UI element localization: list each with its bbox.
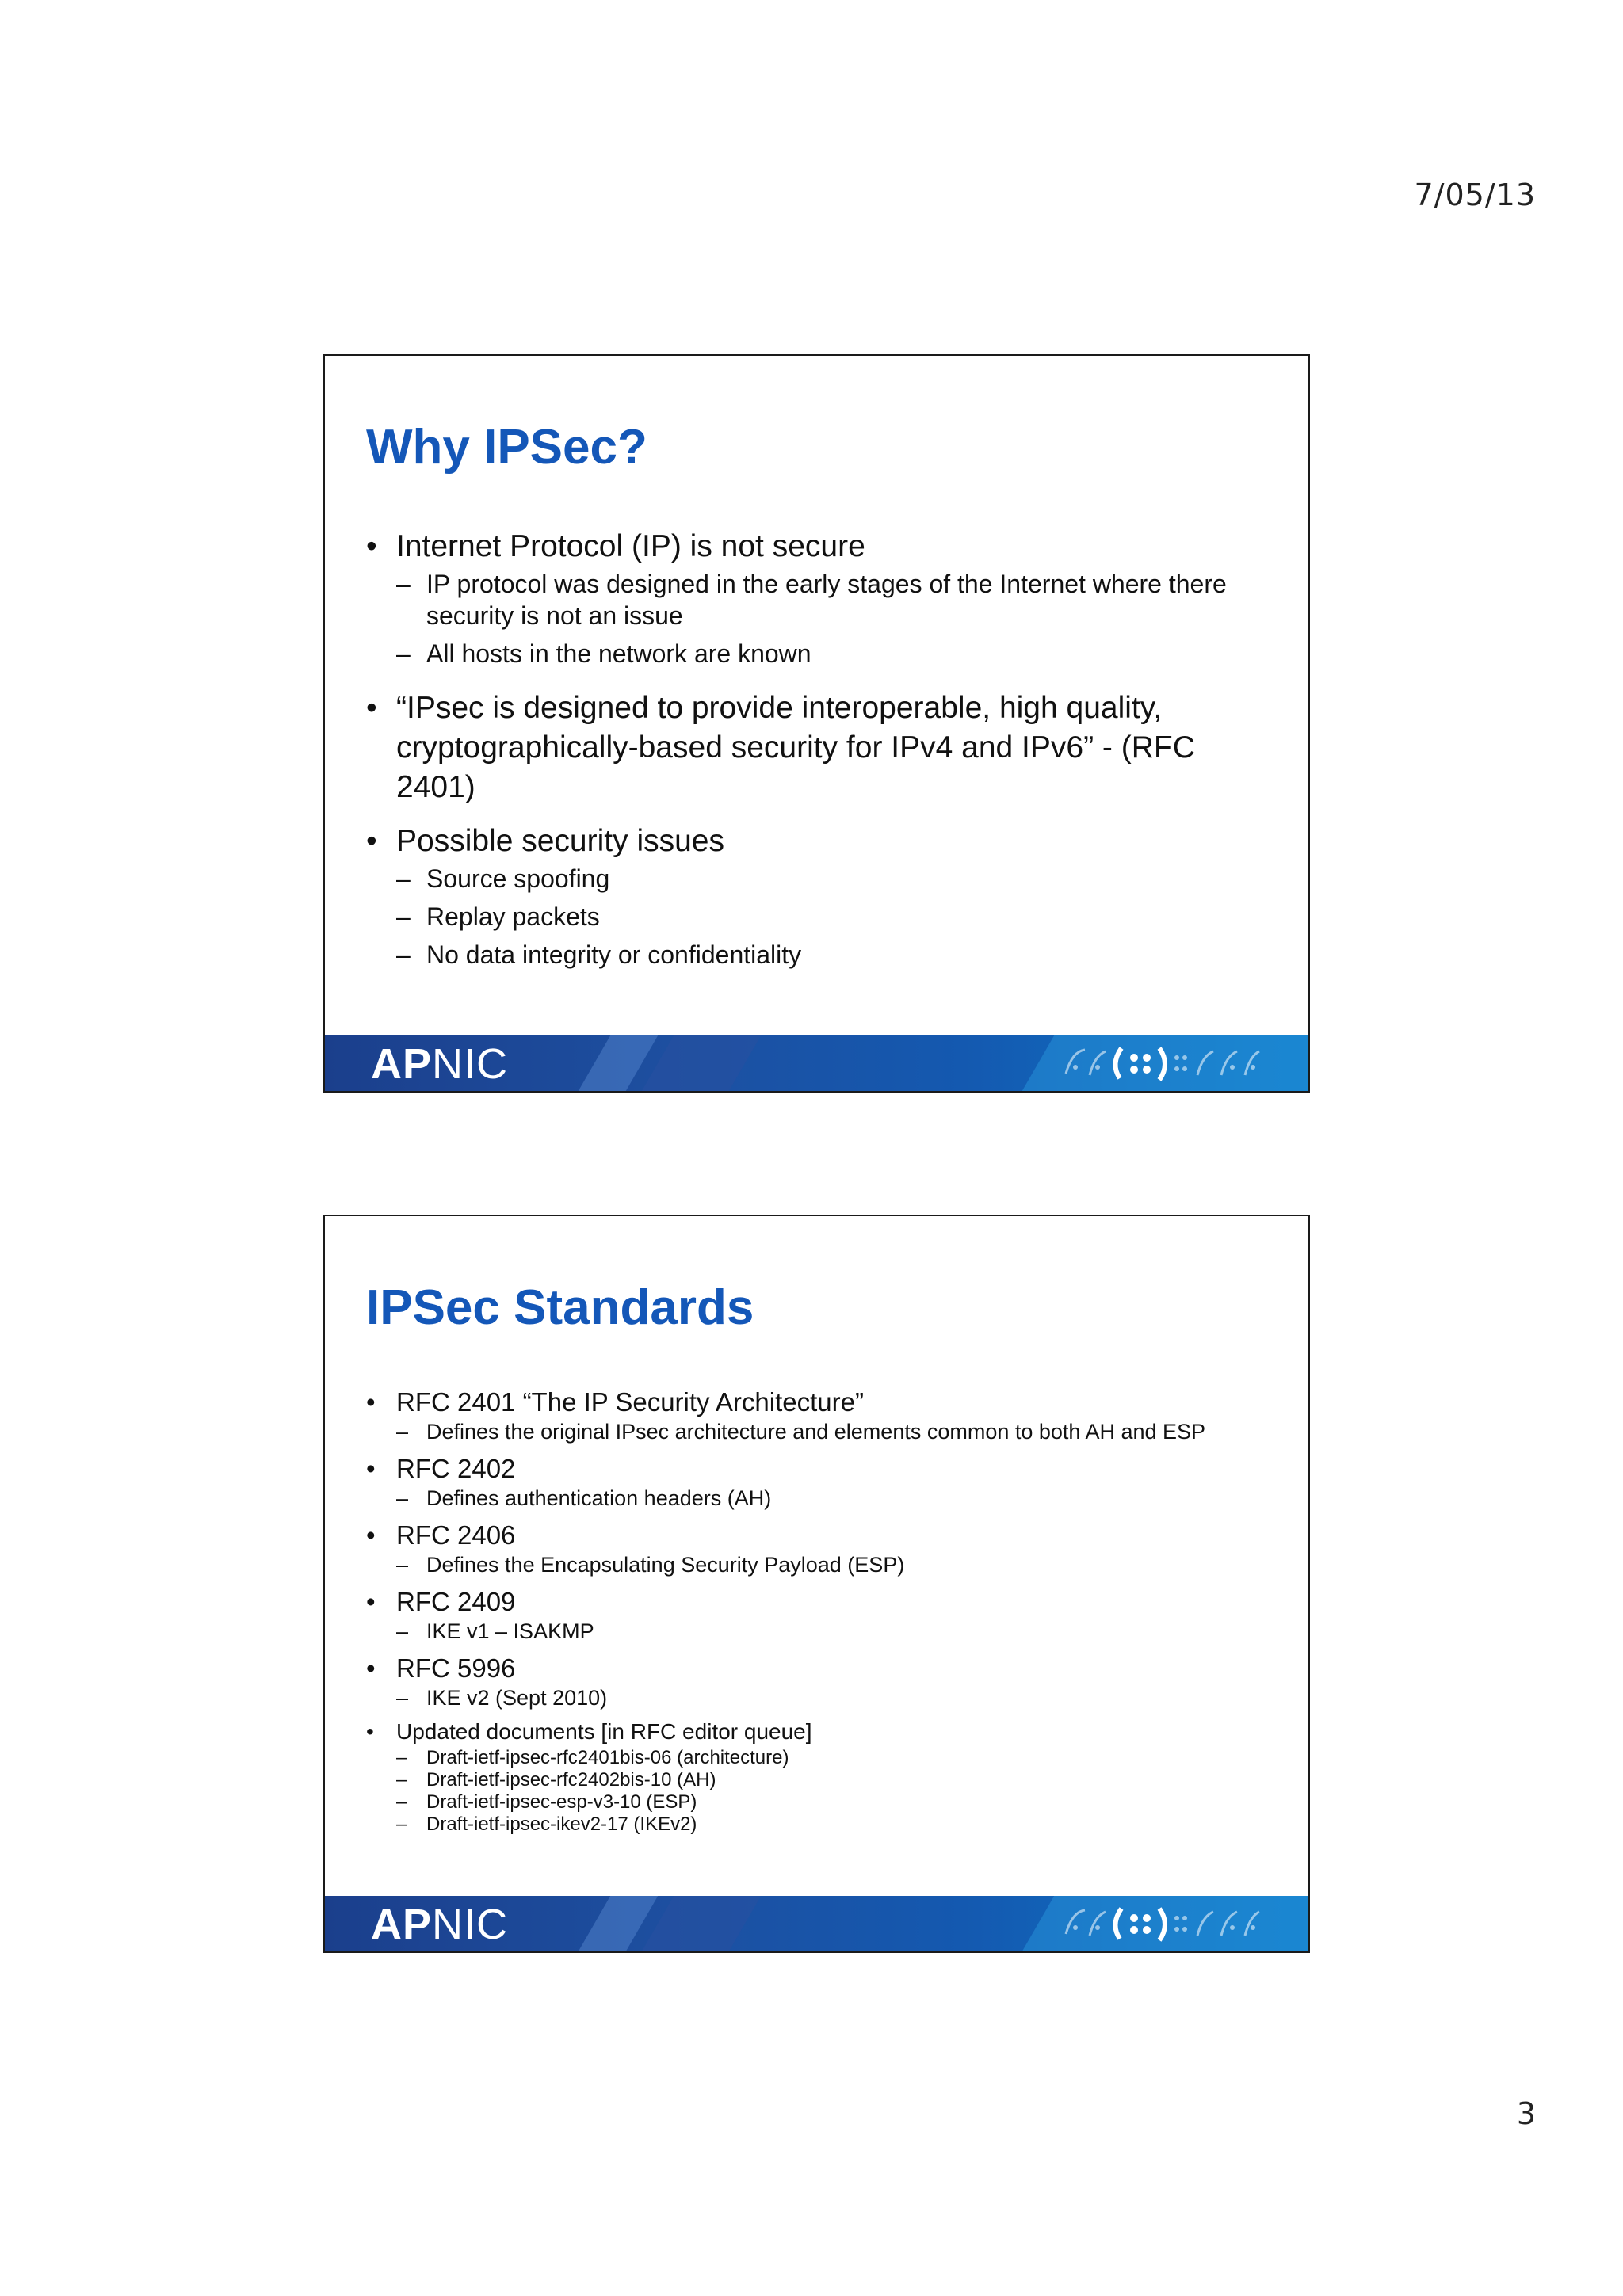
page-date: 7/05/13 — [1414, 177, 1536, 212]
bullet-text: RFC 2406 — [396, 1520, 516, 1550]
dash-icon: – — [396, 940, 411, 969]
bullet-icon: • — [366, 1387, 376, 1417]
sub-bullet-item — [366, 568, 1261, 631]
slide-title: Why IPSec? — [366, 420, 647, 475]
network-dots-icon — [1058, 1904, 1264, 1943]
slide-why-ipsec — [323, 354, 1310, 1093]
slide-body — [366, 527, 1261, 977]
bullet-item — [366, 1519, 1261, 1552]
bullet-text: Possible security issues — [396, 824, 724, 858]
dash-icon: – — [396, 1619, 409, 1643]
sub-bullet-text: Draft-ietf-ipsec-ikev2-17 (IKEv2) — [426, 1814, 697, 1835]
sub-bullet-text: Defines the Encapsulating Security Payload (ESP) — [426, 1553, 905, 1577]
dash-icon: – — [396, 1686, 409, 1710]
bullet-item — [366, 1585, 1261, 1619]
bullet-item — [366, 1718, 1261, 1745]
network-dots-icon — [1058, 1043, 1264, 1083]
bullet-text: “IPsec is designed to provide interoperable, high quality, cryptographically-based security for IPv4 and IPv6” - (RFC 2401) — [396, 691, 1195, 804]
slide-footer-banner — [325, 1035, 1308, 1091]
slide-body — [366, 1386, 1261, 1836]
sub-bullet-text: Source spoofing — [426, 864, 610, 893]
sub-bullet-item — [366, 638, 1261, 669]
bullet-item — [366, 527, 1261, 566]
bullet-item — [366, 822, 1261, 861]
page-number: 3 — [1516, 2096, 1536, 2131]
sub-bullet-item — [366, 1769, 1261, 1791]
sub-bullet-text: IP protocol was designed in the early stages of the Internet where there security is not an issue — [426, 570, 1227, 630]
sub-bullet-text: Draft-ietf-ipsec-rfc2402bis-10 (AH) — [426, 1769, 716, 1791]
dash-icon: – — [396, 639, 411, 668]
dash-icon: – — [396, 1747, 407, 1768]
sub-bullet-text: Draft-ietf-ipsec-esp-v3-10 (ESP) — [426, 1791, 697, 1813]
bullet-text: Updated documents [in RFC editor queue] — [396, 1719, 812, 1744]
bullet-item — [366, 688, 1261, 807]
bullet-text: RFC 2401 “The IP Security Architecture” — [396, 1387, 864, 1417]
bullet-item — [366, 1452, 1261, 1486]
bullet-text: RFC 2409 — [396, 1587, 516, 1616]
sub-bullet-text: No data integrity or confidentiality — [426, 940, 802, 969]
sub-bullet-item — [366, 1687, 1261, 1709]
sub-bullet-text: Defines authentication headers (AH) — [426, 1486, 772, 1510]
bullet-icon: • — [366, 1719, 374, 1744]
sub-bullet-item — [366, 1814, 1261, 1836]
sub-bullet-item — [366, 901, 1261, 933]
dash-icon: – — [396, 1791, 407, 1813]
dash-icon: – — [396, 570, 411, 598]
sub-bullet-item — [366, 1791, 1261, 1814]
bullet-text: RFC 2402 — [396, 1454, 516, 1483]
dash-icon: – — [396, 864, 411, 893]
sub-bullet-item — [366, 1554, 1261, 1576]
bullet-icon: • — [366, 1520, 376, 1550]
bullet-icon: • — [366, 824, 377, 858]
dash-icon: – — [396, 1769, 407, 1791]
slide-ipsec-standards — [323, 1215, 1310, 1953]
dash-icon: – — [396, 1814, 407, 1835]
sub-bullet-item — [366, 1620, 1261, 1642]
sub-bullet-text: IKE v1 – ISAKMP — [426, 1619, 594, 1643]
sub-bullet-item — [366, 1421, 1261, 1443]
bullet-icon: • — [366, 1454, 376, 1483]
bullet-text: RFC 5996 — [396, 1653, 516, 1683]
sub-bullet-text: IKE v2 (Sept 2010) — [426, 1686, 608, 1710]
slide-title: IPSec Standards — [366, 1280, 754, 1335]
dash-icon: – — [396, 1420, 409, 1444]
sub-bullet-text: All hosts in the network are known — [426, 639, 812, 668]
dash-icon: – — [396, 1553, 409, 1577]
sub-bullet-item — [366, 1747, 1261, 1769]
dash-icon: – — [396, 1486, 409, 1510]
sub-bullet-item — [366, 863, 1261, 894]
slide-footer-banner — [325, 1896, 1308, 1951]
bullet-icon: • — [366, 1653, 376, 1683]
bullet-item — [366, 1386, 1261, 1419]
bullet-icon: • — [366, 1587, 376, 1616]
sub-bullet-item — [366, 939, 1261, 971]
apnic-logo: APNIC — [371, 1901, 509, 1948]
sub-bullet-text: Defines the original IPsec architecture and elements common to both AH and ESP — [426, 1420, 1206, 1444]
sub-bullet-item — [366, 1487, 1261, 1509]
dash-icon: – — [396, 902, 411, 931]
sub-bullet-text: Replay packets — [426, 902, 600, 931]
apnic-logo: APNIC — [371, 1040, 509, 1088]
bullet-text: Internet Protocol (IP) is not secure — [396, 529, 865, 563]
bullet-item — [366, 1652, 1261, 1685]
sub-bullet-text: Draft-ietf-ipsec-rfc2401bis-06 (architecture) — [426, 1747, 789, 1768]
bullet-icon: • — [366, 529, 377, 563]
bullet-icon: • — [366, 691, 377, 725]
